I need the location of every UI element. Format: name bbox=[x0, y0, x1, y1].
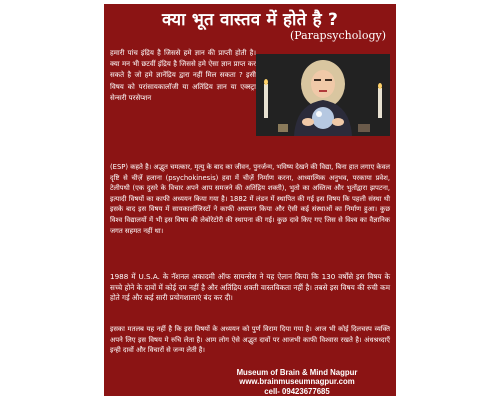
body-paragraph-3: इसका मतलब यह नहीं है कि इस विषयों के अध्ययन को पुर्ण विराम दिया गया है। आज भी कोई दिलचस्प व्यक्ति अपने लिए इस विषय मे रुचि लेता है। आम लोग ऐसे अद्भुत दावों पर आजभी काफी विश्वास रखते है। अंधश्रध्दाएँ इन्ही दावों और विचारों से जन्म लेती है। bbox=[110, 325, 390, 355]
fortune-teller-photo bbox=[256, 54, 390, 136]
poster bbox=[104, 4, 396, 396]
intro-paragraph: हमारी पांच इंद्रिय है जिससे हमे ज्ञान की प्राप्ती होती है। क्या मन भी छटवीं इंद्रिय है जिससे हमे ऐसा ज्ञान प्राप्त कर सकते है जो हमे ज्ञानेंद्रिय द्वारा नहीं मिल सकता ? इसी विषय को परांसायकालॉजी या अतिंद्रिय ज्ञान या एक्स्ट्रा सेन्सरी परसेप्शन bbox=[110, 49, 256, 102]
footer-org: Museum of Brain & Mind Nagpur bbox=[236, 368, 358, 377]
footer-phone: cell- 09423677685 bbox=[264, 386, 330, 396]
poster-title: क्या भूत वास्तव में होते है ? bbox=[161, 10, 339, 30]
body-paragraph-1: (ESP) कहते है। अद्भुत चमत्कार, मृत्यु के बाद का जीवन, पुनर्जन्म, भविष्य देखने की विद्या, बिना हात लगाए केवल दृष्टि से चीज़ें हलाना (psychokinesis) हवा में चीज़ें निर्माण करना, आध्यात्मिक अनुभव, परकाया प्रवेश, टेलीपथी (एक दुसरे के विचार अपने आप समजने की अतिंद्रिय शक्ती), भुतो का अस्तित्व और भुतोंद्वारा झपटना, इत्यादी विषयों का काफी अध्ययन किया गया है। 1882 में लंडन में स्थापित की गई इस विषय कि पहली संस्था थी इसके बाद इस विषय में सायकालॉजिस्टों ने काफी अध्ययन किया और ऐसी कई संस्थाओं का निर्माण हुआ। कुछ विश्व विद्यालयों में भी इस विषय की लेबोरेटोरी की स्थापना की गई। कुछ दावे किए गए जिस से विश्व का वैज्ञानिक जगत सहमत नहीं था। bbox=[110, 163, 390, 235]
footer bbox=[204, 368, 390, 396]
poster-subtitle: (Parapsychology) bbox=[289, 29, 386, 42]
footer-website: www.brainmuseumnagpur.com bbox=[239, 377, 355, 387]
body-paragraph-2: 1988 में U.S.A. के नॅशनल अकादमी ऑफ सायन्सेस ने यह ऐलान किया कि 130 वर्षोंसे इस विषय के सच्चे होने के दावों में कोई दम नहीं है और अतिंद्रिय शक्ती वास्तविकता नहीं है। तबसे इस विषय की रुची कम होते गई और कई सारी प्रयोगशालाएं बंद कर दी। bbox=[110, 272, 390, 303]
